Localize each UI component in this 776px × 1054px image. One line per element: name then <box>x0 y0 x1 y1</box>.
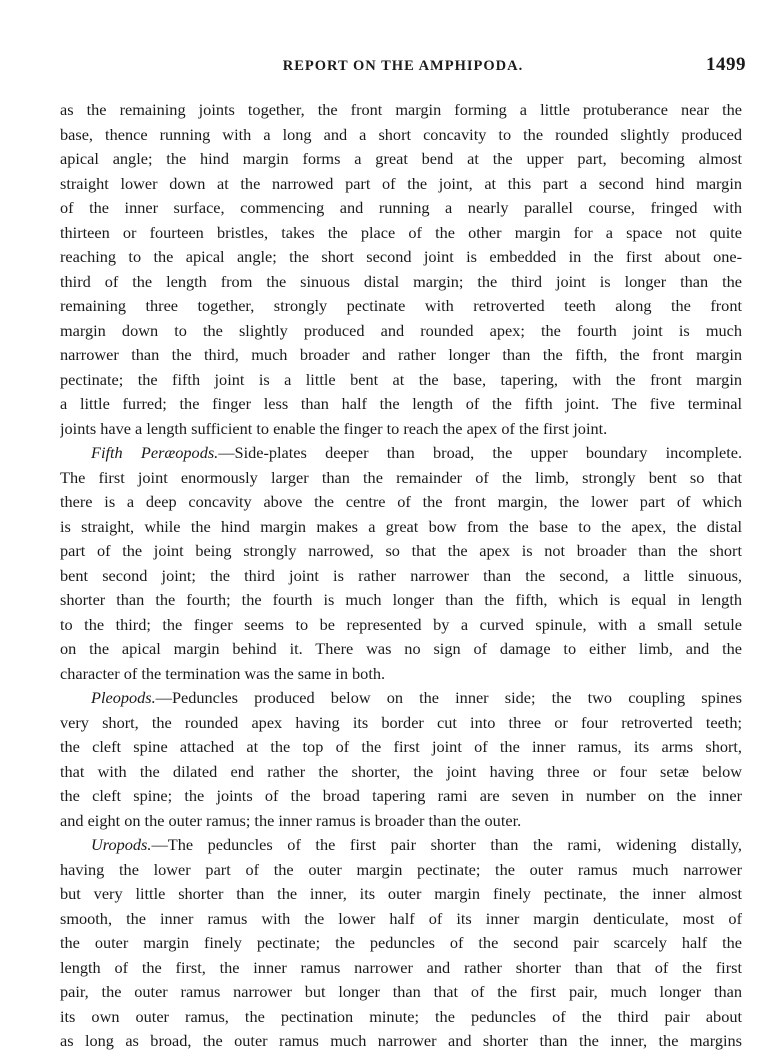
text-line: as long as broad, the outer ramus much narrower and shorter than the inner, the margins <box>60 1031 742 1050</box>
text-line: very short, the rounded apex having its border cut into three or four retroverted teeth; <box>60 712 742 732</box>
text-line: is straight, while the hind margin makes a great bow from the base to the apex, the distal <box>60 516 742 536</box>
text-line: bent second joint; the third joint is rather narrower than the second, a little sinuous, <box>60 565 742 585</box>
text-line: character of the termination was the same in both. <box>60 663 386 683</box>
text-line: narrower than the third, much broader and rather longer than the fifth, the front margin <box>60 345 742 364</box>
text-line: that with the dilated end rather the shorter, the joint having three or four setæ below <box>60 761 742 781</box>
text-line: as the remaining joints together, the front margin forming a little protuberance near the <box>60 100 742 119</box>
text-line <box>60 833 742 858</box>
text-line: base, thence running with a long and a short concavity to the rounded slightly produced <box>60 124 742 144</box>
text-line: the cleft spine attached at the top of the first joint of the inner ramus, its arms short, <box>60 737 742 756</box>
text-line: margin down to the slightly produced and rounded apex; the fourth joint is much <box>60 320 742 340</box>
text-line: pair, the outer ramus narrower but longer than that of the first pair, much longer than <box>60 982 742 1001</box>
text-line: smooth, the inner ramus with the lower half of its inner margin denticulate, most of <box>60 908 742 928</box>
text-line: joints have a length sufficient to enable the finger to reach the apex of the first joint. <box>60 418 608 438</box>
text-line <box>60 441 742 466</box>
text-line: third of the length from the sinuous distal margin; the third joint is longer than the <box>60 271 742 291</box>
text-line: of the inner surface, commencing and running a nearly parallel course, fringed with <box>60 198 742 217</box>
text-line: apical angle; the hind margin forms a great bend at the upper part, becoming almost <box>60 149 742 168</box>
running-header <box>60 52 746 78</box>
text-line: a little furred; the finger less than half the length of the fifth joint. The five terminal <box>60 394 742 413</box>
paragraph-pleopods <box>60 686 742 833</box>
text-line: its own outer ramus, the pectination minute; the peduncles of the third pair about <box>60 1006 742 1026</box>
text-line: pectinate; the fifth joint is a little bent at the base, tapering, with the front margin <box>60 369 742 389</box>
paragraph-uropods <box>60 833 742 1054</box>
section-heading: Fifth Peræopods. <box>91 443 219 462</box>
text-line: there is a deep concavity above the centre of the front margin, the lower part of which <box>60 492 742 511</box>
text-line: shorter than the fourth; the fourth is much longer than the fifth, which is equal in length <box>60 590 742 609</box>
heading-line-text: —Side-plates deeper than broad, the upper boundary incomplete. <box>218 443 742 462</box>
text-line: reaching to the apical angle; the short second joint is embedded in the first about one- <box>60 247 742 266</box>
section-heading: Uropods. <box>91 835 152 854</box>
text-line <box>60 686 742 711</box>
paragraph-fifth-peraeopods <box>60 441 742 686</box>
text-line: and eight on the outer ramus; the inner ramus is broader than the outer. <box>60 810 522 830</box>
body-text <box>60 98 742 1054</box>
text-line: thirteen or fourteen bristles, takes the place of the other margin for a space not quite <box>60 222 742 242</box>
page-number: 1499 <box>706 54 746 75</box>
text-line: remaining three together, strongly pectinate with retroverted teeth along the front <box>60 296 742 315</box>
text-line: the cleft spine; the joints of the broad tapering rami are seven in number on the inner <box>60 786 742 805</box>
text-line: length of the first, the inner ramus narrower and rather shorter than that of the first <box>60 957 742 977</box>
heading-line-text: —The peduncles of the first pair shorter than the rami, widening distally, <box>151 835 742 854</box>
text-line: The first joint enormously larger than the remainder of the limb, strongly bent so that <box>60 467 742 487</box>
paragraph-continuation <box>60 98 742 441</box>
text-line: on the apical margin behind it. There was no sign of damage to either limb, and the <box>60 639 742 658</box>
text-line: straight lower down at the narrowed part of the joint, at this part a second hind margin <box>60 173 742 193</box>
section-heading: Pleopods. <box>91 688 156 707</box>
text-line: to the third; the finger seems to be represented by a curved spinule, with a small setule <box>60 614 742 634</box>
text-line: but very little shorter than the inner, its outer margin finely pectinate, the inner almost <box>60 884 742 903</box>
text-line: part of the joint being strongly narrowed, so that the apex is not broader than the short <box>60 541 742 560</box>
text-line: the outer margin finely pectinate; the peduncles of the second pair scarcely half the <box>60 933 742 952</box>
running-title: REPORT ON THE AMPHIPODA. <box>282 58 524 74</box>
heading-line-text: —Peduncles produced below on the inner side; the two coupling spines <box>155 688 742 707</box>
text-line: having the lower part of the outer margin pectinate; the outer ramus much narrower <box>60 859 742 879</box>
